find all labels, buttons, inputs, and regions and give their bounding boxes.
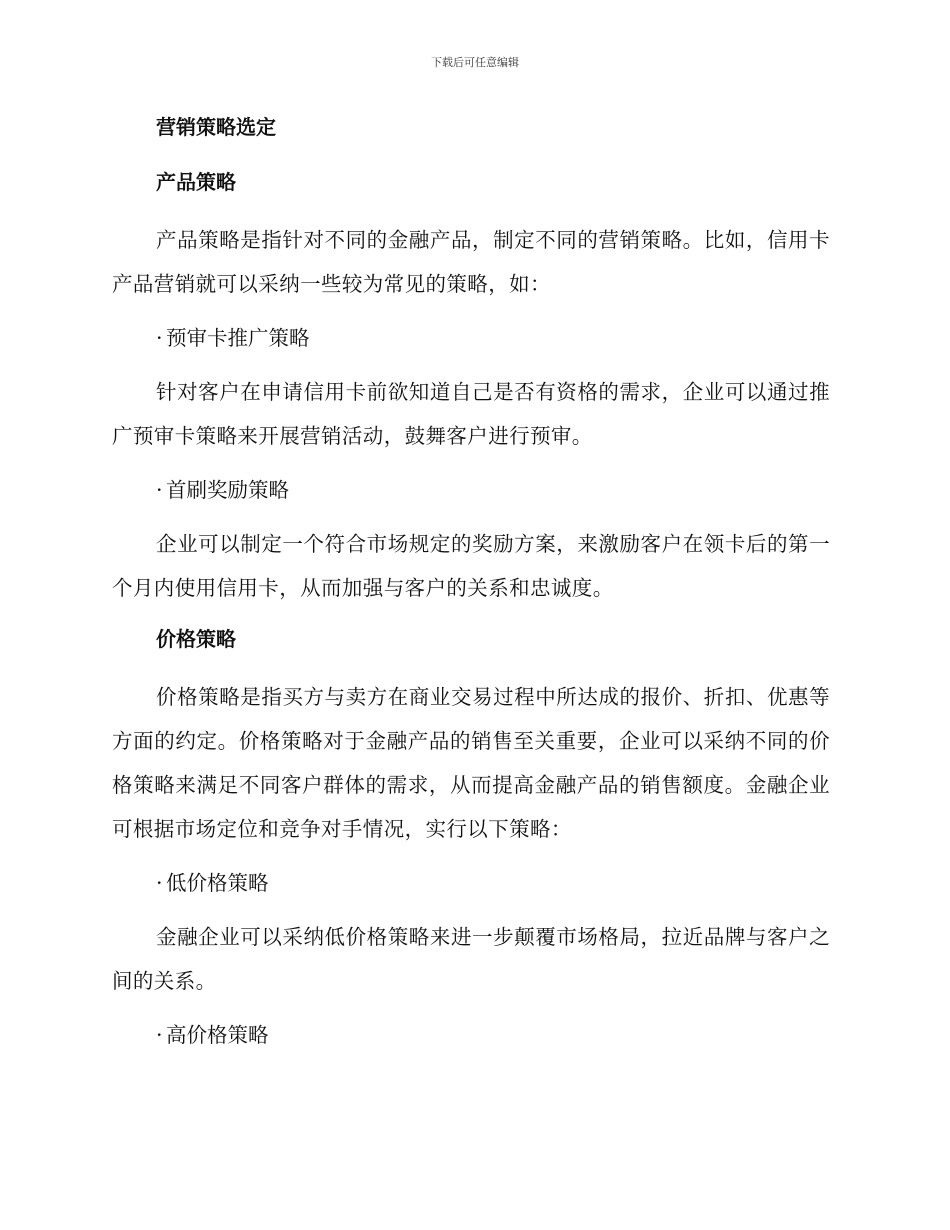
bullet-label: 高价格策略	[166, 1023, 269, 1047]
bullet-label: 首刷奖励策略	[166, 478, 289, 502]
bullet-label: 预审卡推广策略	[166, 326, 310, 350]
document-body	[112, 108, 830, 1067]
paragraph-prereview-card: 针对客户在申请信用卡前欲知道自己是否有资格的需求，企业可以通过推广预审卡策略来开展营销活动，鼓舞客户进行预审。	[112, 380, 830, 448]
bullet-item-low-price	[112, 861, 830, 905]
header-note: 下载后可任意编辑	[431, 56, 519, 69]
bullet-item-prereview-card	[112, 316, 830, 360]
bullet-label: 低价格策略	[166, 871, 269, 895]
paragraph-low-price: 金融企业可以采纳低价格策略来进一步颠覆市场格局，拉近品牌与客户之间的关系。	[112, 925, 830, 993]
document-title: 营销策略选定	[156, 115, 276, 139]
bullet-item-first-swipe-reward	[112, 468, 830, 512]
paragraph-product-intro: 产品策略是指针对不同的金融产品，制定不同的营销策略。比如，信用卡产品营销就可以采纳一些较为常见的策略，如：	[112, 228, 830, 296]
paragraph-first-swipe-reward: 企业可以制定一个符合市场规定的奖励方案，来激励客户在领卡后的第一个月内使用信用卡，从而加强与客户的关系和忠诚度。	[112, 532, 830, 600]
bullet-dot: ·	[156, 871, 163, 895]
bullet-dot: ·	[156, 326, 163, 350]
bullet-dot: ·	[156, 478, 163, 502]
section-heading-price: 价格策略	[156, 627, 236, 651]
paragraph-price-intro: 价格策略是指买方与卖方在商业交易过程中所达成的报价、折扣、优惠等方面的约定。价格策略对于金融产品的销售至关重要，企业可以采纳不同的价格策略来满足不同客户群体的需求，从而提高金融产品的销售额度。金融企业可根据市场定位和竞争对手情况，实行以下策略：	[112, 685, 830, 841]
bullet-item-high-price	[112, 1013, 830, 1057]
section-heading-product: 产品策略	[156, 170, 236, 194]
bullet-dot: ·	[156, 1023, 163, 1047]
